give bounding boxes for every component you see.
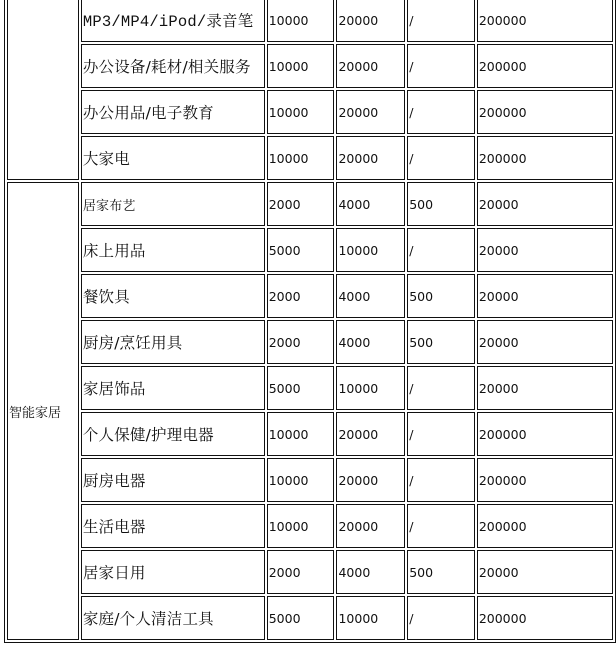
value-cell-2: 20000 <box>336 44 405 88</box>
value-cell-2: 20000 <box>336 412 405 456</box>
value-cell-3: / <box>407 136 475 180</box>
value-cell-1: 2000 <box>267 550 335 594</box>
table-row <box>7 366 613 410</box>
value-cell-1: 10000 <box>267 504 335 548</box>
value-cell-4: 200000 <box>477 504 613 548</box>
group-cell <box>7 0 79 180</box>
value-cell-3: 500 <box>407 550 475 594</box>
table-row <box>7 274 613 318</box>
value-cell-2: 4000 <box>336 320 405 364</box>
value-cell-1: 10000 <box>267 44 335 88</box>
group-cell: 智能家居 <box>7 182 79 640</box>
value-cell-1: 10000 <box>267 90 335 134</box>
table-row <box>7 412 613 456</box>
category-cell: 床上用品 <box>81 228 265 272</box>
value-cell-4: 20000 <box>477 550 613 594</box>
category-cell: 生活电器 <box>81 504 265 548</box>
value-cell-4: 200000 <box>477 412 613 456</box>
category-cell: 餐饮具 <box>81 274 265 318</box>
table-row <box>7 44 613 88</box>
table-row <box>7 182 613 226</box>
value-cell-3: / <box>407 90 475 134</box>
category-cell: MP3/MP4/iPod/录音笔 <box>81 0 265 42</box>
value-cell-1: 5000 <box>267 366 335 410</box>
category-cell: 居家布艺 <box>81 182 265 226</box>
category-cell: 家庭/个人清洁工具 <box>81 596 265 640</box>
value-cell-3: / <box>407 228 475 272</box>
value-cell-2: 20000 <box>336 0 405 42</box>
value-cell-1: 10000 <box>267 136 335 180</box>
value-cell-1: 5000 <box>267 596 335 640</box>
category-cell: 个人保健/护理电器 <box>81 412 265 456</box>
table-row <box>7 596 613 640</box>
value-cell-1: 5000 <box>267 228 335 272</box>
value-cell-3: / <box>407 0 475 42</box>
value-cell-1: 2000 <box>267 320 335 364</box>
value-cell-4: 200000 <box>477 136 613 180</box>
category-cell: 大家电 <box>81 136 265 180</box>
value-cell-2: 20000 <box>336 504 405 548</box>
value-cell-2: 4000 <box>336 274 405 318</box>
value-cell-4: 20000 <box>477 228 613 272</box>
value-cell-4: 200000 <box>477 596 613 640</box>
value-cell-3: / <box>407 504 475 548</box>
value-cell-3: 500 <box>407 182 475 226</box>
value-cell-3: / <box>407 458 475 502</box>
value-cell-3: / <box>407 366 475 410</box>
value-cell-2: 4000 <box>336 550 405 594</box>
value-cell-1: 2000 <box>267 182 335 226</box>
table-row <box>7 458 613 502</box>
table-row <box>7 504 613 548</box>
category-fee-table <box>4 0 616 643</box>
value-cell-3: / <box>407 412 475 456</box>
value-cell-4: 200000 <box>477 0 613 42</box>
value-cell-2: 20000 <box>336 90 405 134</box>
category-cell: 办公设备/耗材/相关服务 <box>81 44 265 88</box>
table-row <box>7 550 613 594</box>
table-row <box>7 320 613 364</box>
value-cell-1: 2000 <box>267 274 335 318</box>
value-cell-4: 20000 <box>477 320 613 364</box>
value-cell-2: 10000 <box>336 596 405 640</box>
value-cell-4: 20000 <box>477 366 613 410</box>
table-row <box>7 0 613 42</box>
value-cell-4: 200000 <box>477 90 613 134</box>
value-cell-3: / <box>407 44 475 88</box>
value-cell-4: 200000 <box>477 44 613 88</box>
table-row <box>7 228 613 272</box>
category-cell: 居家日用 <box>81 550 265 594</box>
category-cell: 厨房电器 <box>81 458 265 502</box>
table-row <box>7 90 613 134</box>
category-cell: 家居饰品 <box>81 366 265 410</box>
value-cell-2: 20000 <box>336 136 405 180</box>
value-cell-4: 20000 <box>477 182 613 226</box>
value-cell-3: 500 <box>407 320 475 364</box>
value-cell-3: 500 <box>407 274 475 318</box>
value-cell-2: 10000 <box>336 228 405 272</box>
value-cell-4: 20000 <box>477 274 613 318</box>
value-cell-2: 20000 <box>336 458 405 502</box>
table-row <box>7 136 613 180</box>
value-cell-3: / <box>407 596 475 640</box>
category-cell: 厨房/烹饪用具 <box>81 320 265 364</box>
value-cell-4: 200000 <box>477 458 613 502</box>
value-cell-2: 10000 <box>336 366 405 410</box>
value-cell-1: 10000 <box>267 412 335 456</box>
value-cell-1: 10000 <box>267 0 335 42</box>
value-cell-1: 10000 <box>267 458 335 502</box>
category-cell: 办公用品/电子教育 <box>81 90 265 134</box>
value-cell-2: 4000 <box>336 182 405 226</box>
fee-table-container <box>4 0 616 643</box>
